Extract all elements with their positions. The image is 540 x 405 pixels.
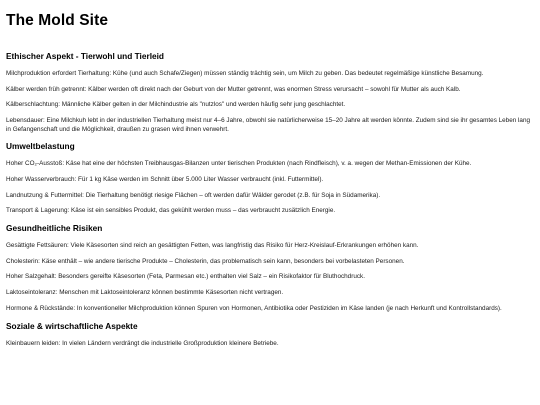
section-paragraph: Kälber werden früh getrennt: Kälber werden oft direkt nach der Geburt von der Mutter getrennt, was enormen Stress verursacht – sowohl für Mutter als auch Kalb. [6,85,461,93]
section-paragraph: Hoher Salzgehalt: Besonders gereifte Käsesorten (Feta, Parmesan etc.) enthalten viel Salz – ein Risikofaktor für Bluthochdruck. [6,273,365,281]
section-paragraph: Kleinbauern leiden: In vielen Ländern verdrängt die industrielle Großproduktion kleinere Betriebe. [6,339,279,347]
content-section [6,321,534,349]
section-paragraph: Landnutzung & Futtermittel: Die Tierhaltung benötigt riesige Flächen – oft werden dafür Wälder gerodet (z.B. für Soja in Südamerika). [6,191,381,199]
section-paragraph: Laktoseintoleranz: Menschen mit Laktoseintoleranz können bestimmte Käsesorten nicht vertragen. [6,289,284,297]
section-paragraph: Lebensdauer: Eine Milchkuh lebt in der industriellen Tierhaltung meist nur 4–6 Jahre, obwohl sie natürlicherweise 15–20 Jahre alt werden könnte. Zudem sind sie ihr gesamtes Leben lang in Gefangenschaft und die Möglichkeit, draußen zu grasen wird ihnen verwehrt. [6,117,531,133]
section-paragraph: Kälberschlachtung: Männliche Kälber gelten in der Milchindustrie als "nutzlos" und werden häufig sehr jung geschlachtet. [6,101,346,109]
content-section [6,51,534,134]
section-paragraph: Gesättigte Fettsäuren: Viele Käsesorten sind reich an gesättigten Fetten, was langfristig das Risiko für Herz-Kreislauf-Erkrankungen erhöhen kann. [6,242,419,250]
content-section [6,141,534,216]
section-paragraph: Hoher Wasserverbrauch: Für 1 kg Käse werden im Schnitt über 5.000 Liter Wasser verbraucht (inkl. Futtermittel). [6,176,324,184]
content-sections [6,51,534,348]
section-heading: Umweltbelastung [6,141,75,152]
content-section [6,223,534,313]
site-title: The Mold Site [6,12,109,29]
section-paragraph: Transport & Lagerung: Käse ist ein sensibles Produkt, das gekühlt werden muss – das verbraucht zusätzlich Energie. [6,207,336,215]
section-paragraph: Hormone & Rückstände: In konventioneller Milchproduktion können Spuren von Hormonen, Antibiotika oder Pestiziden im Käse landen (je nach Herkunft und Kontrollstandards). [6,304,502,312]
section-heading: Gesundheitliche Risiken [6,223,103,234]
section-paragraph: Hoher CO₂-Ausstoß: Käse hat eine der höchsten Treibhausgas-Bilanzen unter tierischen Produkten (nach Rindfleisch), v. a. wegen der Methan-Emissionen der Kühe. [6,160,472,168]
section-heading: Ethischer Aspekt - Tierwohl und Tierleid [6,51,164,61]
section-paragraph: Cholesterin: Käse enthält – wie andere tierische Produkte – Cholesterin, das problematisch sein kann, besonders bei vorbelasteten Personen. [6,257,405,265]
section-heading: Soziale & wirtschaftliche Aspekte [6,320,138,331]
section-paragraph: Milchproduktion erfordert Tierhaltung: Kühe (und auch Schafe/Ziegen) müssen ständig trächtig sein, um Milch zu geben. Das bedeutet regelmäßige künstliche Besamung. [6,70,484,77]
